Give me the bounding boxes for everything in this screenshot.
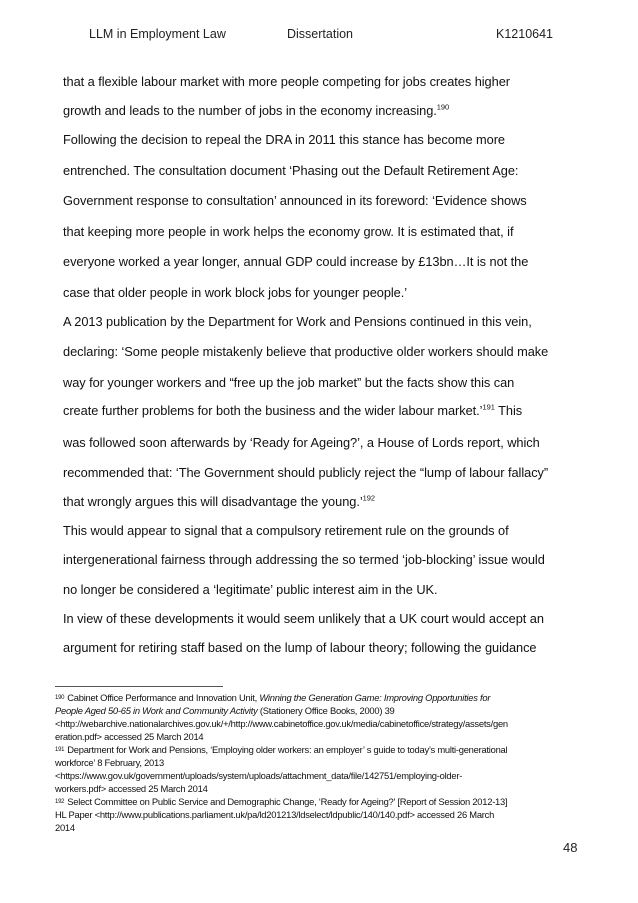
body-line: Government response to consultation’ announced in its foreword: ‘Evidence shows bbox=[63, 193, 527, 208]
body-line: entrenched. The consultation document ‘Phasing out the Default Retirement Age: bbox=[63, 163, 519, 178]
footnote-line: 2014 bbox=[55, 822, 75, 833]
body-line: way for younger workers and “free up the job market” but the facts show this can bbox=[63, 375, 515, 390]
body-line: that a flexible labour market with more people competing for jobs creates higher bbox=[63, 74, 510, 89]
footnote-ref[interactable]: 191 bbox=[482, 402, 495, 412]
footnote-link[interactable]: HL Paper <http://www.publications.parliament.uk/pa/ld201213/ldselect/ldpublic/140/140.pdf> accessed 26 March bbox=[55, 809, 495, 820]
footnote-divider bbox=[55, 686, 223, 687]
body-line: declaring: ‘Some people mistakenly believe that productive older workers should make bbox=[63, 344, 549, 359]
page-header bbox=[0, 27, 638, 47]
body-line: Following the decision to repeal the DRA in 2011 this stance has become more bbox=[63, 132, 505, 147]
footnote-number: 190 bbox=[55, 695, 65, 701]
header-student-id: K1210641 bbox=[496, 27, 554, 41]
body-line: recommended that: ‘The Government should publicly reject the “lump of labour fallacy” bbox=[63, 465, 549, 480]
body-line: This would appear to signal that a compulsory retirement rule on the grounds of bbox=[63, 523, 509, 538]
body-line: case that older people in work block jobs for younger people.’ bbox=[63, 285, 408, 300]
page-number: 48 bbox=[563, 840, 578, 855]
footnote-number: 192 bbox=[55, 799, 65, 805]
header-course: LLM in Employment Law bbox=[89, 27, 226, 41]
footnote-line: People Aged 50-65 in Work and Community Activity (Stationery Office Books, 2000) 39 bbox=[55, 705, 395, 716]
body-line: In view of these developments it would seem unlikely that a UK court would accept an bbox=[63, 611, 544, 626]
footnote-190: $^{190}$ Cabinet Office Performance and Innovation Unit, Winning the Generation Game: Improving Opportunities for bbox=[55, 692, 491, 703]
footnote-link[interactable]: <http://webarchive.nationalarchives.gov.uk/+/http://www.cabinetoffice.gov.uk/media/cabinetoffice/strategy/assets/gen bbox=[55, 718, 508, 729]
body-line: growth and leads to the number of jobs in the economy increasing.$^{190}$ bbox=[63, 102, 450, 118]
footnote-number: 191 bbox=[55, 747, 65, 753]
body-line: was followed soon afterwards by ‘Ready for Ageing?’, a House of Lords report, which bbox=[63, 435, 540, 450]
body-line: create further problems for both the business and the wider labour market.’$^{191}$ This bbox=[63, 402, 523, 418]
body-line: that wrongly argues this will disadvantage the young.’$^{192}$ bbox=[63, 493, 376, 509]
body-line: A 2013 publication by the Department for Work and Pensions continued in this vein, bbox=[63, 314, 532, 329]
footnote-link[interactable]: <https://www.gov.uk/government/uploads/system/uploads/attachment_data/file/142751/employing-older- bbox=[55, 770, 463, 781]
footnote-191: $^{191}$ Department for Work and Pensions, ‘Employing older workers: an employer’ s guide to today’s multi-generational bbox=[55, 744, 508, 755]
body-line: that keeping more people in work helps the economy grow. It is estimated that, if bbox=[63, 224, 514, 239]
footnote-ref[interactable]: 190 bbox=[436, 102, 450, 112]
footnote-line: eration.pdf> accessed 25 March 2014 bbox=[55, 731, 204, 742]
footnote-192: $^{192}$ Select Committee on Public Service and Demographic Change, ‘Ready for Ageing?’ [Report of Session 2012-13] bbox=[55, 796, 508, 807]
body-line: no longer be considered a ‘legitimate’ public interest aim in the UK. bbox=[63, 582, 438, 597]
header-doc-type: Dissertation bbox=[287, 27, 353, 41]
footnote-line: workers.pdf> accessed 25 March 2014 bbox=[55, 783, 208, 794]
body-line: argument for retiring staff based on the lump of labour theory; following the guidance bbox=[63, 640, 537, 655]
footnote-line: workforce’ 8 February, 2013 bbox=[55, 757, 164, 768]
footnote-ref[interactable]: 192 bbox=[362, 493, 376, 503]
body-line: everyone worked a year longer, annual GDP could increase by £13bn…It is not the bbox=[63, 254, 529, 269]
body-line: intergenerational fairness through addressing the so termed ‘job-blocking’ issue would bbox=[63, 552, 545, 567]
